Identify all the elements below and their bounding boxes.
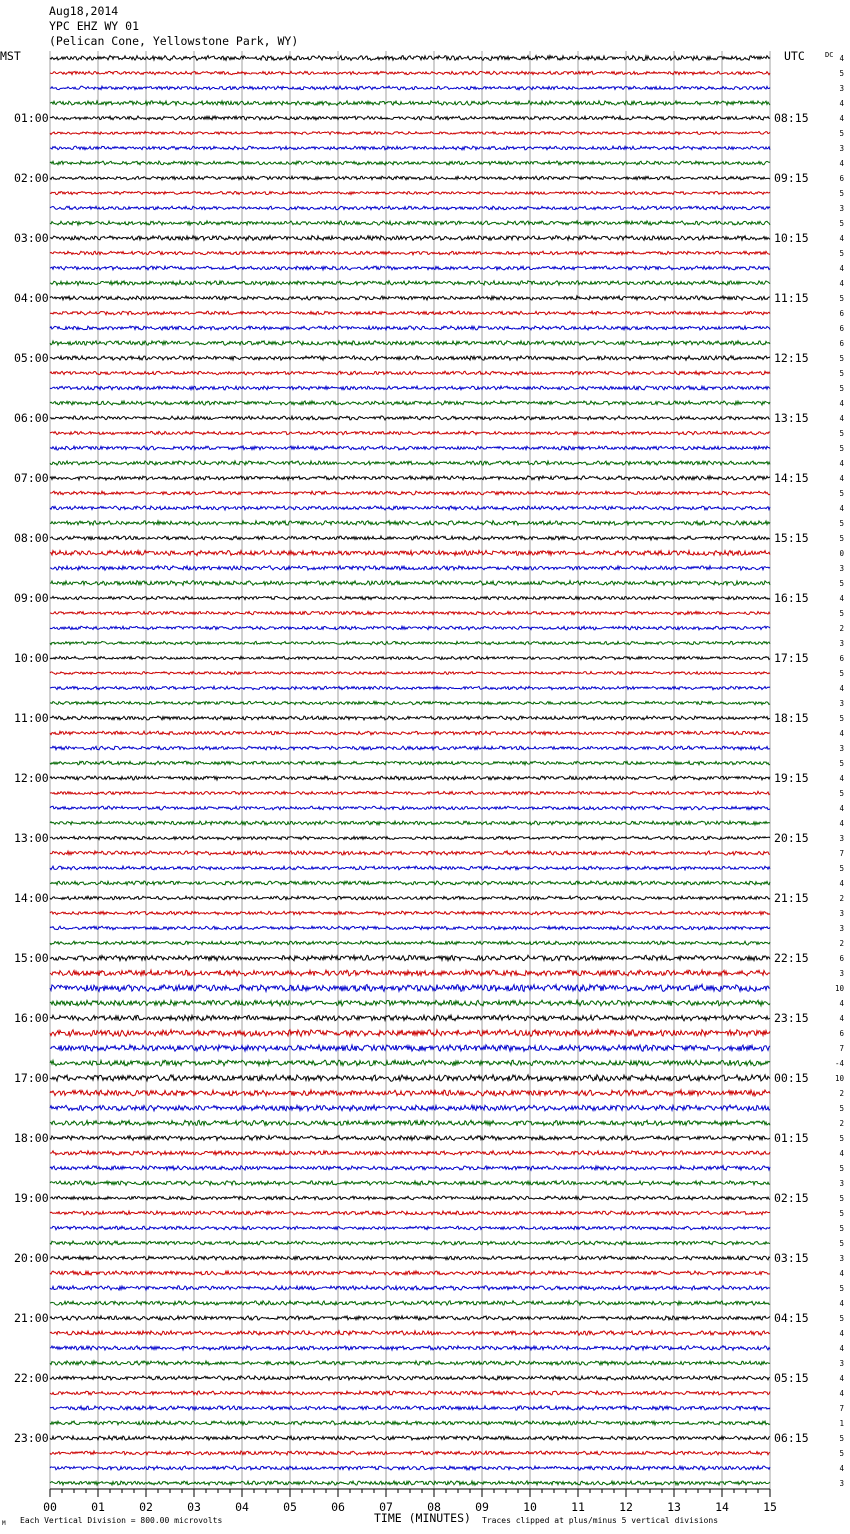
dc-offset-value: 7 [839,1044,844,1053]
dc-offset-value: 5 [839,69,844,78]
corner-mark: M [2,1520,6,1527]
trace-line [50,1316,770,1320]
dc-offset-value: 4 [839,774,844,783]
dc-offset-value: 6 [839,324,844,333]
dc-offset-value: 5 [839,1164,844,1173]
dc-offset-value: 6 [839,1029,844,1038]
dc-offset-value: 0 [839,549,844,558]
trace-line [50,386,770,390]
dc-offset-value: 2 [839,894,844,903]
hour-label-left: 09:00 [14,591,49,605]
trace-line [50,416,770,420]
trace-line [50,266,770,270]
dc-offset-value: 4 [839,819,844,828]
dc-offset-value: 3 [839,84,844,93]
dc-offset-value: 7 [839,849,844,858]
dc-offset-value: 3 [839,924,844,933]
trace-line [50,596,770,599]
dc-offset-value: 5 [839,1449,844,1458]
trace-line [50,911,770,915]
trace-line [50,672,770,675]
trace-line [50,1090,770,1096]
trace-line [50,1406,770,1410]
trace-line [50,1361,770,1365]
trace-line [50,776,770,780]
dc-offset-value: 5 [839,219,844,228]
dc-offset-value: 5 [839,714,844,723]
dc-offset-value: 5 [839,1194,844,1203]
dc-offset-value: 3 [839,969,844,978]
hour-label-left: 23:00 [14,1431,49,1445]
trace-line [50,506,770,510]
trace-line [50,611,770,614]
trace-line [50,866,770,870]
hour-label-right: 20:15 [774,831,809,845]
dc-offset-value: 2 [839,624,844,633]
dc-offset-value: 5 [839,534,844,543]
dc-offset-value: 4 [839,1329,844,1338]
dc-offset-value: 5 [839,609,844,618]
dc-label: DC [825,51,834,59]
dc-offset-value: 4 [839,804,844,813]
trace-line [50,132,770,135]
hour-label-left: 13:00 [14,831,49,845]
trace-line [50,1181,770,1185]
hour-label-left: 05:00 [14,351,49,365]
trace-line [50,1226,770,1230]
x-tick-label: 15 [763,1500,777,1514]
trace-line [50,536,770,540]
trace-line [50,1301,770,1305]
dc-offset-value: 4 [839,1149,844,1158]
dc-offset-value: 3 [839,1179,844,1188]
trace-line [50,326,770,330]
dc-offset-value: 6 [839,954,844,963]
dc-offset-value: 5 [839,129,844,138]
hour-label-left: 16:00 [14,1011,49,1025]
header-location: (Pelican Cone, Yellowstone Park, WY) [49,34,299,48]
trace-line [50,356,770,360]
dc-offset-value: 3 [839,639,844,648]
dc-offset-value: 2 [839,939,844,948]
hour-label-right: 15:15 [774,531,809,545]
trace-line [50,371,770,375]
dc-offset-value: 5 [839,384,844,393]
trace-line [50,1451,770,1455]
trace-line [50,1075,770,1081]
hour-label-right: 22:15 [774,951,809,965]
trace-line [50,341,770,345]
dc-offset-value: 5 [839,444,844,453]
trace-line [50,311,770,315]
dc-offset-value: 4 [839,279,844,288]
dc-offset-value: 5 [839,1284,844,1293]
header-date: Aug18,2014 [49,4,119,18]
trace-line [50,926,770,930]
dc-offset-value: 4 [839,264,844,273]
dc-offset-value: 5 [839,789,844,798]
trace-line [50,401,770,405]
hour-label-right: 08:15 [774,111,809,125]
hour-label-right: 13:15 [774,411,809,425]
dc-offset-value: 3 [839,204,844,213]
dc-offset-value: -4 [834,1059,844,1068]
dc-offset-value: 5 [839,354,844,363]
trace-line [50,566,770,570]
trace-line [50,970,770,976]
trace-line [50,446,770,450]
trace-line [50,1286,770,1290]
x-tick-label: 04 [235,1500,249,1514]
dc-offset-value: 4 [839,234,844,243]
hour-label-left: 19:00 [14,1191,49,1205]
trace-line [50,56,770,61]
dc-offset-value: 5 [839,294,844,303]
dc-offset-value: 4 [839,1389,844,1398]
dc-offset-value: 5 [839,669,844,678]
x-tick-label: 10 [523,1500,537,1514]
dc-offset-value: 3 [839,744,844,753]
trace-line [50,836,770,839]
hour-label-right: 05:15 [774,1371,809,1385]
hour-label-right: 00:15 [774,1071,809,1085]
trace-line [50,1196,770,1200]
x-tick-label: 02 [139,1500,153,1514]
trace-line [50,1271,770,1275]
dc-offset-value: 5 [839,1209,844,1218]
x-tick-label: 12 [619,1500,633,1514]
trace-line [50,476,770,480]
x-tick-label: 14 [715,1500,729,1514]
hour-label-left: 18:00 [14,1131,49,1145]
hour-label-right: 14:15 [774,471,809,485]
hour-label-right: 23:15 [774,1011,809,1025]
trace-line [50,1211,770,1215]
trace-line [50,806,770,810]
trace-line [50,1060,770,1066]
trace-line [50,641,770,644]
trace-line [50,955,770,960]
dc-offset-value: 4 [839,1464,844,1473]
dc-offset-value: 5 [839,369,844,378]
trace-line [50,146,770,150]
dc-offset-value: 4 [839,1269,844,1278]
trace-line [50,281,770,285]
trace-line [50,686,770,689]
trace-line [50,1030,770,1037]
hour-label-left: 02:00 [14,171,49,185]
hour-label-right: 06:15 [774,1431,809,1445]
trace-line [50,191,770,194]
dc-offset-value: 1 [839,1419,844,1428]
hour-label-right: 17:15 [774,651,809,665]
hour-label-right: 16:15 [774,591,809,605]
hour-label-right: 04:15 [774,1311,809,1325]
clip-note: Traces clipped at plus/minus 5 vertical divisions [482,1516,719,1525]
trace-line [50,1105,770,1111]
dc-offset-value: 4 [839,999,844,1008]
hour-label-left: 03:00 [14,231,49,245]
dc-offset-value: 4 [839,1374,844,1383]
trace-line [50,1346,770,1350]
trace-line [50,761,770,765]
trace-line [50,626,770,630]
x-tick-label: 13 [667,1500,681,1514]
dc-offset-value: 3 [839,1254,844,1263]
trace-line [50,176,770,180]
trace-line [50,1391,770,1395]
trace-line [50,851,770,855]
trace-line [50,1166,770,1170]
trace-line [50,1481,770,1485]
x-tick-label: 05 [283,1500,297,1514]
dc-offset-value: 4 [839,114,844,123]
dc-offset-value: 3 [839,1479,844,1488]
dc-offset-value: 5 [839,519,844,528]
trace-line [50,1045,770,1051]
dc-offset-value: 5 [839,429,844,438]
trace-line [50,1466,770,1470]
hour-label-left: 10:00 [14,651,49,665]
trace-line [50,206,770,210]
trace-line [50,1331,770,1335]
hour-label-right: 09:15 [774,171,809,185]
dc-offset-value: 6 [839,654,844,663]
hour-label-right: 11:15 [774,291,809,305]
dc-offset-value: 4 [839,414,844,423]
dc-offset-value: 4 [839,504,844,513]
hour-label-left: 07:00 [14,471,49,485]
dc-offset-value: 4 [839,1344,844,1353]
trace-line [50,431,770,434]
dc-offset-value: 4 [839,399,844,408]
x-axis-title: TIME (MINUTES) [374,1511,471,1525]
hour-label-right: 01:15 [774,1131,809,1145]
dc-offset-value: 4 [839,1014,844,1023]
hour-label-left: 06:00 [14,411,49,425]
trace-line [50,221,770,225]
trace-line [50,161,770,165]
dc-offset-value: 3 [839,1359,844,1368]
hour-label-left: 20:00 [14,1251,49,1265]
dc-offset-value: 4 [839,459,844,468]
hour-label-left: 17:00 [14,1071,49,1085]
dc-offset-value: 4 [839,1299,844,1308]
trace-line [50,731,770,735]
trace-line [50,461,770,465]
hour-label-left: 14:00 [14,891,49,905]
trace-line [50,1136,770,1141]
dc-offset-value: 4 [839,594,844,603]
dc-offset-value: 5 [839,189,844,198]
dc-offset-value: 4 [839,474,844,483]
dc-offset-value: 5 [839,489,844,498]
trace-line [50,296,770,300]
hour-label-right: 03:15 [774,1251,809,1265]
trace-line [50,1436,770,1440]
hour-label-right: 12:15 [774,351,809,365]
dc-offset-value: 5 [839,1434,844,1443]
trace-line [50,71,770,74]
trace-line [50,1376,770,1380]
trace-line [50,746,770,750]
x-tick-label: 11 [571,1500,585,1514]
hour-label-right: 02:15 [774,1191,809,1205]
trace-line [50,881,770,885]
hour-label-left: 04:00 [14,291,49,305]
dc-offset-value: 3 [839,564,844,573]
trace-line [50,821,770,825]
dc-offset-value: 5 [839,1134,844,1143]
trace-line [50,491,770,495]
dc-offset-value: 4 [839,684,844,693]
hour-label-left: 15:00 [14,951,49,965]
hour-label-right: 19:15 [774,771,809,785]
trace-line [50,1120,770,1125]
x-tick-label: 09 [475,1500,489,1514]
hour-label-left: 11:00 [14,711,49,725]
trace-line [50,116,770,120]
dc-offset-value: 6 [839,339,844,348]
trace-line [50,550,770,555]
dc-offset-value: 2 [839,1089,844,1098]
hour-label-right: 21:15 [774,891,809,905]
hour-label-left: 12:00 [14,771,49,785]
dc-offset-value: 3 [839,909,844,918]
trace-line [50,1015,770,1021]
scale-note: Each Vertical Division = 800.00 microvolts [20,1516,223,1525]
dc-offset-value: 5 [839,579,844,588]
x-tick-label: 07 [379,1500,393,1514]
trace-line [50,1000,770,1006]
trace-line [50,716,770,720]
trace-line [50,896,770,900]
dc-offset-value: 6 [839,309,844,318]
dc-offset-value: 5 [839,249,844,258]
hour-label-left: 21:00 [14,1311,49,1325]
trace-line [50,86,770,90]
dc-offset-value: 4 [839,54,844,63]
dc-offset-value: 5 [839,1104,844,1113]
dc-offset-value: 3 [839,144,844,153]
trace-line [50,656,770,659]
dc-offset-value: 3 [839,699,844,708]
trace-line [50,1256,770,1260]
x-tick-label: 00 [43,1500,57,1514]
dc-offset-value: 4 [839,879,844,888]
dc-offset-value: 5 [839,1239,844,1248]
trace-line [50,791,770,794]
x-tick-label: 08 [427,1500,441,1514]
dc-offset-value: 7 [839,1404,844,1413]
trace-line [50,1241,770,1245]
dc-offset-value: 5 [839,1314,844,1323]
trace-line [50,941,770,945]
hour-label-right: 10:15 [774,231,809,245]
trace-line [50,101,770,105]
left-timezone-label: MST [0,49,21,63]
trace-group [50,56,770,1486]
hour-label-left: 01:00 [14,111,49,125]
dc-offset-value: 3 [839,834,844,843]
dc-offset-value: 2 [839,1119,844,1128]
x-tick-label: 01 [91,1500,105,1514]
trace-line [50,236,770,241]
dc-offset-value: 10 [834,984,844,993]
header-station: YPC EHZ WY 01 [49,19,140,33]
hour-label-left: 22:00 [14,1371,49,1385]
trace-line [50,985,770,992]
trace-line [50,1421,770,1425]
dc-offset-value: 4 [839,99,844,108]
hour-label-right: 18:15 [774,711,809,725]
dc-offset-value: 5 [839,864,844,873]
dc-offset-value: 10 [834,1074,844,1083]
trace-line [50,251,770,255]
hour-label-left: 08:00 [14,531,49,545]
dc-offset-value: 5 [839,1224,844,1233]
trace-line [50,1151,770,1155]
dc-offset-value: 6 [839,174,844,183]
trace-line [50,521,770,525]
trace-line [50,581,770,586]
x-tick-label: 06 [331,1500,345,1514]
x-tick-label: 03 [187,1500,201,1514]
dc-offset-value: 5 [839,759,844,768]
dc-offset-value: 4 [839,729,844,738]
dc-offset-value: 4 [839,159,844,168]
trace-line [50,701,770,704]
right-timezone-label: UTC [784,49,805,63]
